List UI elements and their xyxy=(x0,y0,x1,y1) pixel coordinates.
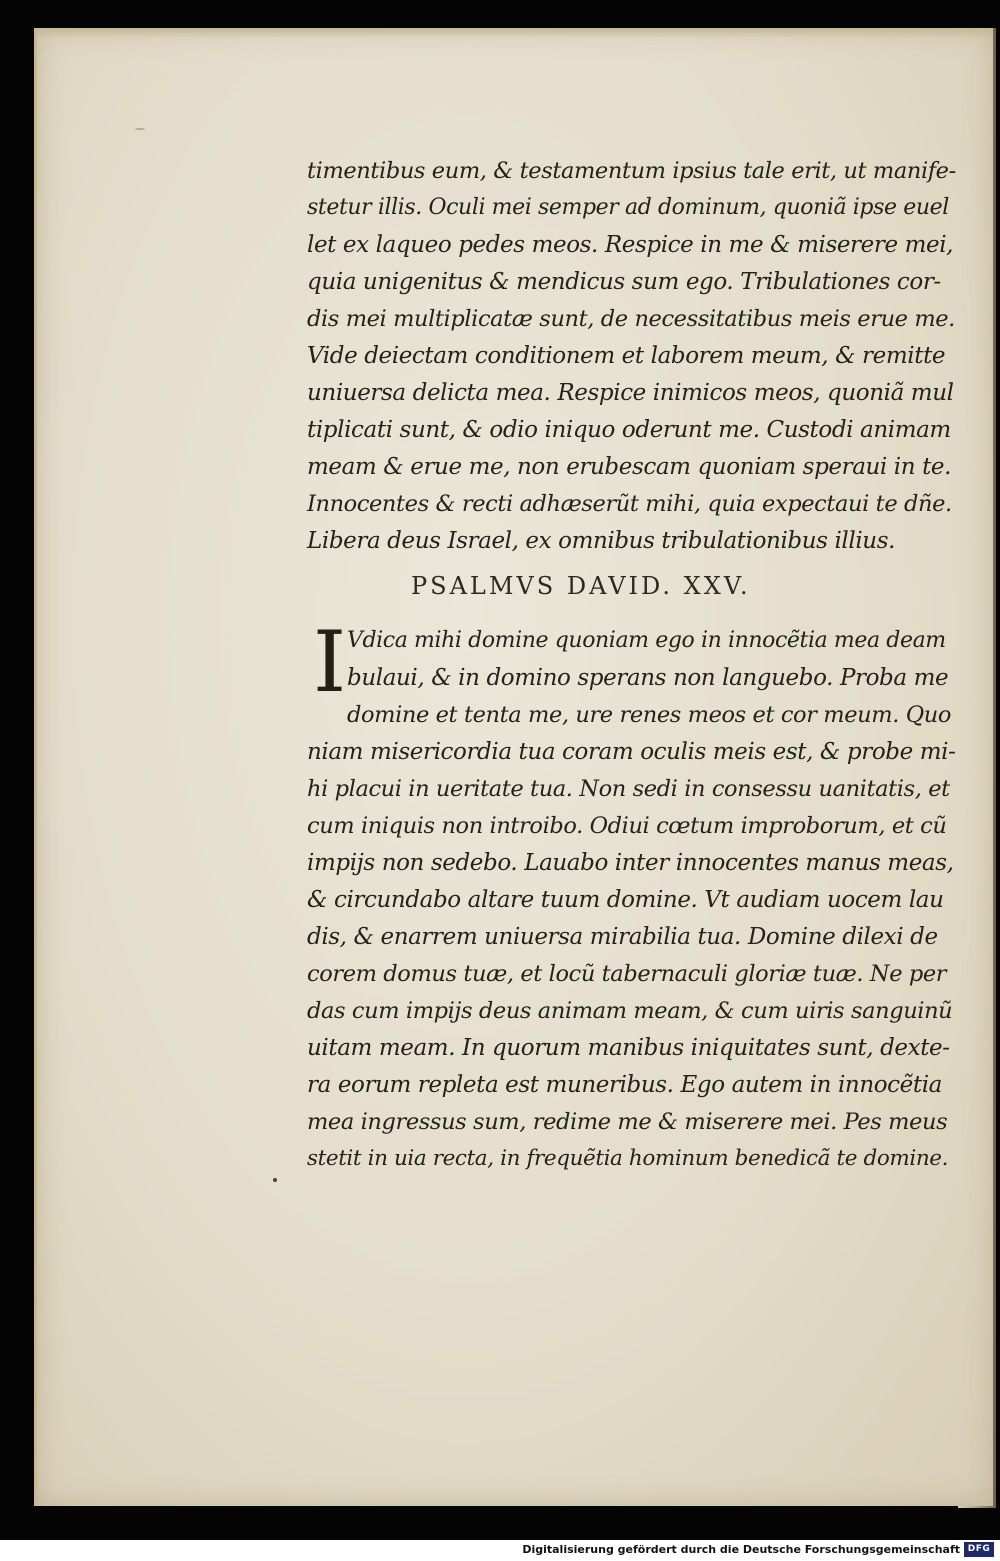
text-line: dis mei multiplicatæ sunt, de necessitatibus meis erue me. xyxy=(307,306,955,332)
psalm-heading: PSALMVS DAVID. XXV. xyxy=(411,572,751,600)
text-line: impijs non sedebo. Lauabo inter innocentes manus meas, xyxy=(307,850,954,876)
text-line: Innocentes & recti adhæserũt mihi, quia expectaui te dñe. xyxy=(307,491,952,517)
text-line: niam misericordia tua coram oculis meis est, & probe mi- xyxy=(307,739,956,765)
text-line: corem domus tuæ, et locũ tabernaculi gloriæ tuæ. Ne per xyxy=(307,961,947,987)
text-line: meam & erue me, non erubescam quoniam speraui in te. xyxy=(307,454,952,480)
text-line: tiplicati sunt, & odio iniquo oderunt me. Custodi animam xyxy=(307,417,951,443)
ink-speck xyxy=(273,1178,277,1182)
text-line: uitam meam. In quorum manibus iniquitates sunt, dexte- xyxy=(307,1035,950,1061)
funding-credit: Digitalisierung gefördert durch die Deutsche Forschungsgemeinschaft xyxy=(522,1543,960,1556)
book-page xyxy=(34,28,993,1506)
page-stain xyxy=(37,28,993,38)
text-line: bulaui, & in domino sperans non languebo. Proba me xyxy=(347,665,949,691)
text-line: ra eorum repleta est muneribus. Ego autem in innocẽtia xyxy=(307,1072,942,1098)
text-line: Vdica mihi domine quoniam ego in innocẽtia mea deam xyxy=(347,628,946,653)
text-line: & circundabo altare tuum domine. Vt audiam uocem lau xyxy=(307,887,944,913)
text-line: let ex laqueo pedes meos. Respice in me & miserere mei, xyxy=(307,232,954,258)
text-line: Libera deus Israel, ex omnibus tribulationibus illius. xyxy=(307,528,896,554)
text-line: Vide deiectam conditionem et laborem meum, & remitte xyxy=(307,343,946,369)
text-line: stetur illis. Oculi mei semper ad dominum, quoniã ipse euel xyxy=(307,195,949,220)
text-line: hi placui in ueritate tua. Non sedi in consessu uanitatis, et xyxy=(307,776,950,802)
drop-cap: I xyxy=(313,613,347,711)
text-line: timentibus eum, & testamentum ipsius tale erit, ut manife- xyxy=(307,158,956,184)
text-line: dis, & enarrem uniuersa mirabilia tua. Domine dilexi de xyxy=(307,924,938,950)
page-mark xyxy=(135,128,145,130)
text-line: cum iniquis non introibo. Odiui cœtum improborum, et cũ xyxy=(307,813,947,839)
text-line: stetit in uia recta, in frequẽtia hominum benedicã te domine. xyxy=(307,1146,949,1171)
footer-bar xyxy=(0,1540,1000,1561)
text-line: das cum impijs deus animam meam, & cum uiris sanguinũ xyxy=(307,998,953,1024)
dfg-logo: DFG xyxy=(964,1542,994,1557)
text-line: domine et tenta me, ure renes meos et cor meum. Quo xyxy=(347,702,951,728)
text-line: uniuersa delicta mea. Respice inimicos meos, quoniã mul xyxy=(307,380,954,406)
text-line: quia unigenitus & mendicus sum ego. Tribulationes cor- xyxy=(307,269,941,295)
text-line: mea ingressus sum, redime me & miserere mei. Pes meus xyxy=(307,1109,948,1135)
